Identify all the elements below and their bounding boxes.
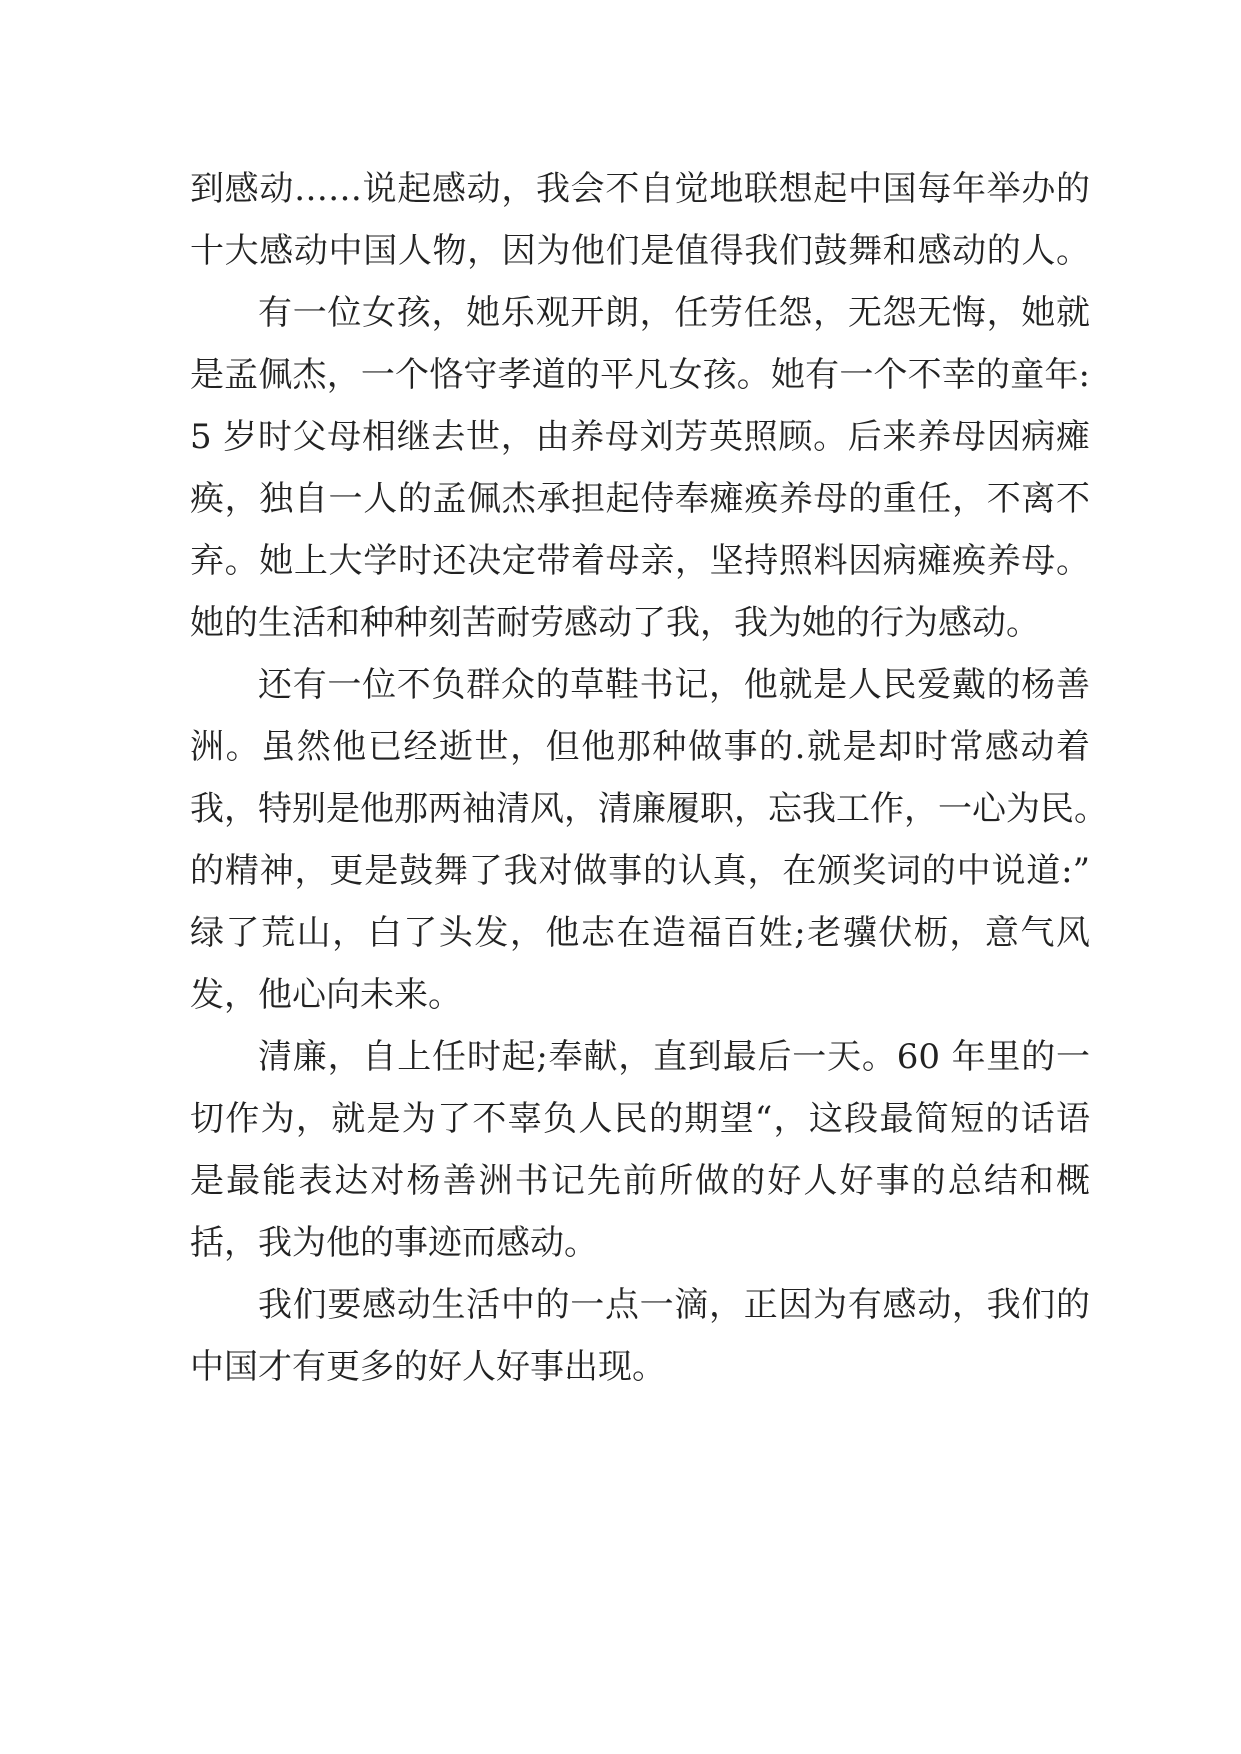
text-line: 到感动……说起感动，我会不自觉地联想起中国每年举办的 xyxy=(190,169,1090,209)
paragraph-start-line: 清廉，自上任时起;奉献，直到最后一天。60 年里的一 xyxy=(258,1037,1090,1077)
text-line: 是最能表达对杨善洲书记先前所做的好人好事的总结和概 xyxy=(190,1161,1090,1201)
paragraph-start-line: 还有一位不负群众的草鞋书记，他就是人民爱戴的杨善 xyxy=(258,665,1090,705)
text-line: 痪，独自一人的孟佩杰承担起侍奉瘫痪养母的重任，不离不 xyxy=(190,479,1090,519)
paragraph-end-line: 括，我为他的事迹而感动。 xyxy=(190,1223,598,1263)
paragraph-end-line: 发，他心向未来。 xyxy=(190,975,462,1015)
text-line: 5 岁时父母相继去世，由养母刘芳英照顾。后来养母因病瘫 xyxy=(190,417,1090,457)
paragraph-start-line: 我们要感动生活中的一点一滴，正因为有感动，我们的 xyxy=(258,1285,1090,1325)
text-line: 切作为，就是为了不辜负人民的期望“，这段最简短的话语 xyxy=(190,1099,1090,1139)
text-line: 弃。她上大学时还决定带着母亲，坚持照料因病瘫痪养母。 xyxy=(190,541,1090,581)
text-line: 绿了荒山，白了头发，他志在造福百姓;老骥伏枥，意气风 xyxy=(190,913,1090,953)
paragraph-end-line: 中国才有更多的好人好事出现。 xyxy=(190,1347,666,1387)
paragraph-start-line: 有一位女孩，她乐观开朗，任劳任怨，无怨无悔，她就 xyxy=(258,293,1090,333)
text-line: 是孟佩杰，一个恪守孝道的平凡女孩。她有一个不幸的童年: xyxy=(190,355,1090,395)
text-line: 我，特别是他那两袖清风，清廉履职，忘我工作，一心为民。 xyxy=(190,789,1108,829)
paragraph-end-line: 她的生活和种种刻苦耐劳感动了我，我为她的行为感动。 xyxy=(190,603,1040,643)
text-line: 的精神，更是鼓舞了我对做事的认真，在颁奖词的中说道:” xyxy=(190,851,1090,891)
essay-body xyxy=(190,158,1108,1398)
text-line: 洲。虽然他已经逝世，但他那种做事的.就是却时常感动着 xyxy=(190,727,1090,767)
text-line: 十大感动中国人物，因为他们是值得我们鼓舞和感动的人。 xyxy=(190,231,1090,271)
